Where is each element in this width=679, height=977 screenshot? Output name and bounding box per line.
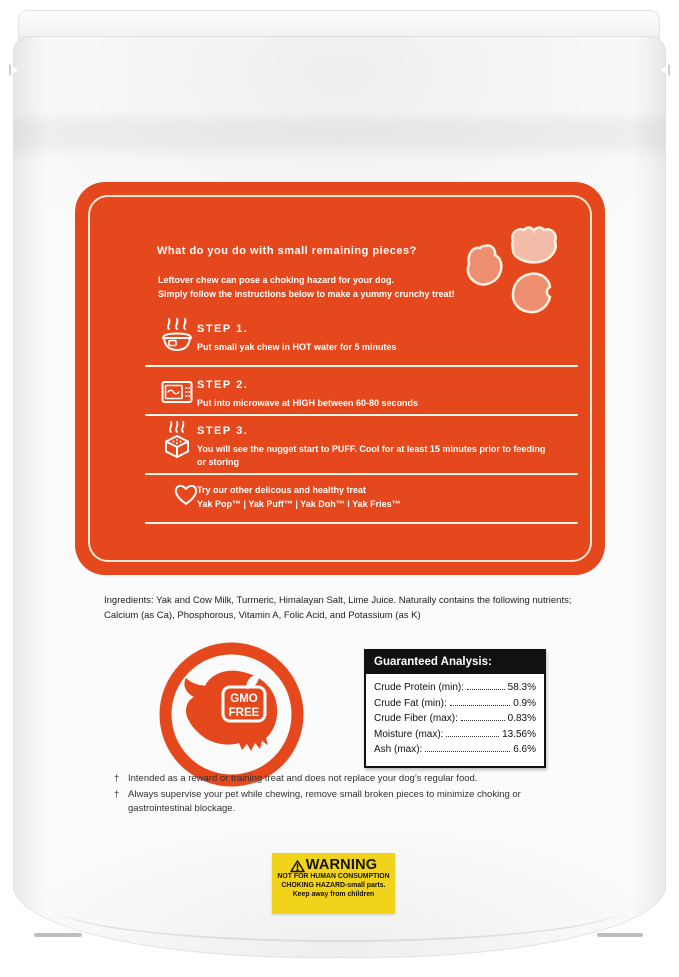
dot-leader — [461, 720, 505, 721]
nutrient-value: 0.83% — [507, 713, 536, 725]
table-row — [374, 742, 536, 758]
panel-heading: What do you do with small remaining pieces? — [157, 245, 417, 257]
svg-text:GMO: GMO — [230, 693, 258, 705]
divider — [145, 365, 578, 367]
panel-intro — [158, 274, 455, 301]
nutrient-label: Crude Fiber (max): — [374, 713, 458, 725]
promo-products: Yak Pop™ | Yak Puff™ | Yak Doh™ I Yak Fries™ — [197, 499, 401, 509]
ingredients-text: Ingredients: Yak and Cow Milk, Turmeric, Himalayan Salt, Lime Juice. Naturally contains the following nutrients; Calcium (as Ca), Phosphorous, Vitamin A, Folic Acid, and Potassium (as K) — [104, 595, 572, 621]
intro-line-2: Simply follow the instructions below to make a yummy crunchy treat! — [158, 288, 455, 299]
nutrient-value: 13.56% — [502, 728, 536, 740]
footnotes — [114, 772, 572, 817]
warning-line-3: Keep away from children — [292, 891, 375, 899]
bag-gusset-right — [597, 933, 643, 937]
bag-gusset-left — [34, 933, 82, 937]
dagger-symbol: † — [114, 773, 120, 784]
divider — [145, 522, 578, 524]
nutrient-label: Ash (max): — [374, 744, 423, 756]
promo-text: Try our other delicous and healthy treat — [197, 485, 367, 495]
step-2-title: STEP 2. — [197, 379, 249, 391]
step-2-text: Put into microwave at HIGH between 60-80 seconds — [197, 398, 419, 408]
nutrient-label: Crude Fat (min): — [374, 697, 447, 709]
divider — [145, 473, 578, 475]
guaranteed-analysis-table — [364, 649, 546, 768]
treat-nugget-icon — [508, 224, 560, 266]
footnote — [114, 772, 572, 786]
table-row — [374, 727, 536, 743]
warning-line-2: CHOKING HAZARD-small parts. — [281, 881, 386, 889]
footnote-text: Intended as a reward or training treat and does not replace your dog’s regular food. — [128, 773, 478, 784]
intro-line-1: Leftover chew can pose a choking hazard for your dog. — [158, 275, 395, 285]
instructions-panel — [75, 182, 605, 575]
dot-leader — [425, 751, 510, 752]
table-row — [374, 711, 536, 727]
step-1-text: Put small yak chew in HOT water for 5 minutes — [197, 342, 397, 352]
table-row — [374, 696, 536, 712]
guaranteed-analysis-title: Guaranteed Analysis: — [366, 651, 544, 674]
nutrient-value: 0.9% — [513, 697, 536, 709]
footnote — [114, 788, 572, 816]
dot-leader — [450, 705, 510, 706]
dagger-symbol: † — [114, 788, 120, 800]
step-3-text: You will see the nugget start to PUFF. Cool for at least 15 minutes prior to feeding or storing — [197, 444, 546, 467]
gmo-free-badge — [158, 641, 305, 788]
warning-label — [272, 853, 395, 914]
step-3-title: STEP 3. — [197, 425, 249, 437]
table-row — [374, 680, 536, 696]
svg-text:FREE: FREE — [228, 707, 260, 719]
step-1-title: STEP 1. — [197, 323, 249, 335]
dot-leader — [467, 689, 505, 690]
warning-word: WARNING — [305, 857, 378, 873]
nutrient-value: 6.6% — [513, 744, 536, 756]
warning-triangle-icon — [290, 859, 305, 873]
treat-nugget-icon — [509, 271, 555, 315]
nutrient-value: 58.3% — [507, 682, 536, 693]
dot-leader — [446, 736, 499, 737]
treat-nugget-icon — [464, 243, 506, 288]
steaming-cube-icon — [159, 420, 195, 462]
microwave-icon — [159, 378, 195, 406]
warning-title — [272, 858, 395, 873]
footnote-text: Always supervise your pet while chewing, remove small broken pieces to minimize choking or gastrointestinal blockage. — [128, 788, 521, 814]
divider — [145, 414, 578, 416]
nutrient-label: Crude Protein (min): — [374, 682, 465, 693]
warning-line-1: NOT FOR HUMAN CONSUMPTION — [277, 873, 390, 880]
steaming-bowl-icon — [159, 316, 195, 356]
guaranteed-analysis-body — [366, 674, 544, 766]
nutrient-label: Moisture (max): — [374, 728, 444, 740]
